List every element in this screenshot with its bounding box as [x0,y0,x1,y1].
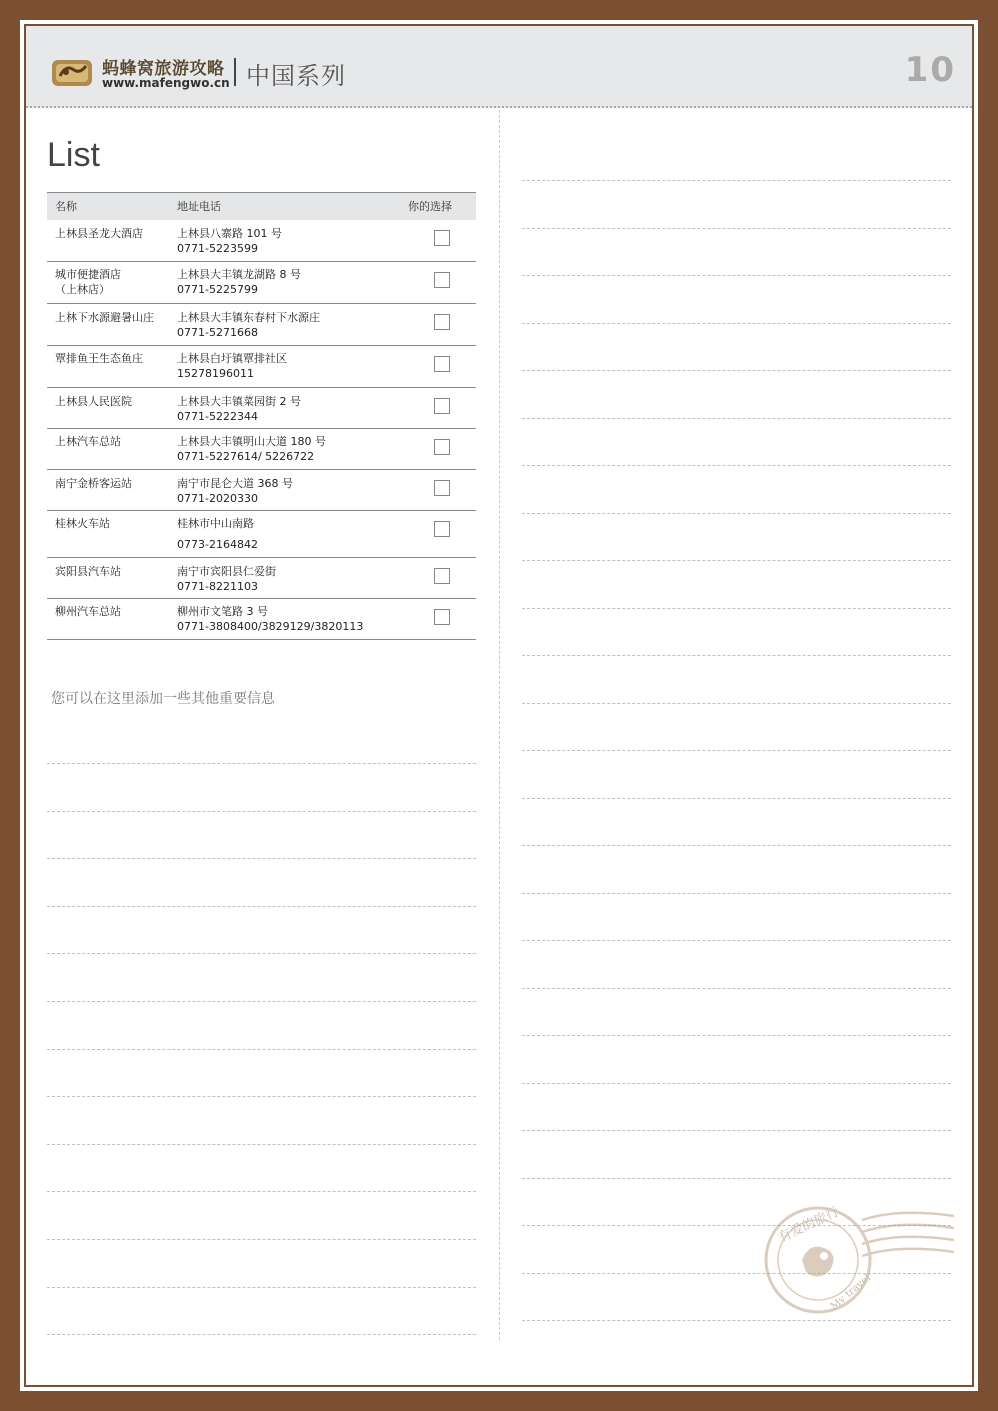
row-name [47,558,177,599]
note-line [522,180,951,181]
notes-prompt: 您可以在这里添加一些其他重要信息 [51,691,275,707]
note-line [522,988,951,989]
choice-checkbox[interactable] [434,609,450,625]
row-address: 柳州市文笔路 3 号 [177,605,268,618]
column-header-choice: 你的选择 [408,193,476,220]
choice-checkbox[interactable] [434,568,450,584]
row-choice [408,304,476,346]
table-row [47,346,476,388]
row-phone: 0771-5271668 [177,326,258,339]
row-choice [408,429,476,470]
choice-checkbox[interactable] [434,230,450,246]
page-header [26,26,972,108]
row-name-line: 宾阳县汽车站 [55,565,121,578]
note-line [522,798,951,799]
row-address-phone [177,470,408,511]
row-name [47,304,177,346]
guide-page [20,20,978,1391]
list-title: List [47,136,100,174]
row-address-phone [177,346,408,388]
row-name [47,220,177,262]
column-header-address: 地址电话 [177,193,408,220]
row-address: 南宁市昆仑大道 368 号 [177,477,293,490]
note-line [47,906,476,907]
row-name-line: 覃排鱼王生态鱼庄 [55,352,143,365]
row-address: 上林县大丰镇菜园街 2 号 [177,395,301,408]
row-address-phone [177,599,408,640]
brand-url[interactable]: www.mafengwo.cn [102,76,230,90]
row-address: 上林县八寨路 101 号 [177,226,282,240]
table-row [47,262,476,304]
row-choice [408,262,476,304]
row-phone: 0771-3808400/3829129/3820113 [177,620,364,633]
table-row [47,558,476,599]
row-choice [408,346,476,388]
note-line [47,1049,476,1050]
row-address: 上林县大丰镇东春村下水源庄 [177,311,320,324]
table-row [47,304,476,346]
row-choice [408,599,476,640]
row-name-line: 上林汽车总站 [55,435,121,448]
row-name-line: 城市便捷酒店 [55,268,121,281]
contacts-table [47,192,476,640]
choice-checkbox[interactable] [434,272,450,288]
row-name-line: 上林县人民医院 [55,395,132,408]
note-line [522,1130,951,1131]
note-line [47,1239,476,1240]
note-line [522,418,951,419]
note-line [47,858,476,859]
note-line [47,1287,476,1288]
row-address-phone [177,558,408,599]
note-line [522,1035,951,1036]
row-phone: 0771-8221103 [177,580,258,593]
table-row [47,470,476,511]
note-line [522,323,951,324]
column-divider [499,110,500,1340]
row-choice [408,388,476,429]
note-line [522,608,951,609]
row-choice [408,470,476,511]
choice-checkbox[interactable] [434,398,450,414]
column-header-name: 名称 [47,193,177,220]
row-phone: 15278196011 [177,367,254,380]
note-line [47,1191,476,1192]
choice-checkbox[interactable] [434,480,450,496]
row-address-phone [177,511,408,558]
row-name [47,470,177,511]
table-row [47,511,476,558]
row-address-phone [177,388,408,429]
note-line [522,560,951,561]
stamp-text-en: My travel [828,1272,873,1313]
row-phone: 0771-5225799 [177,283,258,296]
contacts-table-body [47,220,476,640]
row-name [47,346,177,388]
row-name-line: 上林下水源避暑山庄 [55,311,154,324]
row-name [47,511,177,558]
header-divider [234,58,236,86]
choice-checkbox[interactable] [434,314,450,330]
row-name-line: 柳州汽车总站 [55,605,121,618]
row-name [47,388,177,429]
mafengwo-logo-icon [50,54,96,88]
choice-checkbox[interactable] [434,439,450,455]
note-line [522,513,951,514]
choice-checkbox[interactable] [434,356,450,372]
row-address-phone [177,262,408,304]
table-row [47,599,476,640]
note-line [522,1178,951,1179]
note-line [522,703,951,704]
note-line [522,845,951,846]
row-name-line: （上林店） [55,283,110,296]
row-address: 桂林市中山南路 [177,517,254,530]
row-phone: 0771-5223599 [177,241,258,255]
table-row [47,429,476,470]
note-line [47,811,476,812]
row-address: 上林县大丰镇明山大道 180 号 [177,435,326,448]
row-phone: 0773-2164842 [177,538,258,551]
row-name-line: 桂林火车站 [55,517,110,530]
row-phone: 0771-5222344 [177,410,258,423]
row-choice [408,558,476,599]
row-address: 南宁市宾阳县仁爱街 [177,565,276,578]
row-phone: 0771-5227614/ 5226722 [177,450,315,463]
note-line [47,953,476,954]
row-name [47,262,177,304]
row-name [47,429,177,470]
note-line [522,1083,951,1084]
note-line [47,1144,476,1145]
row-name-line: 上林县圣龙大酒店 [55,226,143,240]
row-name [47,599,177,640]
note-line [522,465,951,466]
row-address: 上林县大丰镇龙湖路 8 号 [177,268,301,281]
stamp-text-cn: 有爱的旅行 [776,1204,842,1246]
note-line [522,228,951,229]
row-address-phone [177,429,408,470]
series-title: 中国系列 [246,62,346,90]
row-name-line: 南宁金桥客运站 [55,477,132,490]
note-line [522,275,951,276]
note-line [47,763,476,764]
table-row [47,388,476,429]
row-address-phone [177,220,408,262]
note-line [522,750,951,751]
note-line [522,893,951,894]
travel-postmark-stamp [758,1198,958,1318]
row-phone: 0771-2020330 [177,492,258,505]
note-line [522,655,951,656]
page-number: 10 [904,50,956,90]
row-address: 上林县白圩镇覃排社区 [177,352,287,365]
choice-checkbox[interactable] [434,521,450,537]
brand-name: 蚂蜂窝旅游攻略 [102,59,225,79]
table-row [47,220,476,262]
note-line [522,940,951,941]
row-address-phone [177,304,408,346]
note-line [522,1320,951,1321]
note-line [522,370,951,371]
note-line [47,1096,476,1097]
table-header-row [47,193,476,220]
note-line [47,1001,476,1002]
note-line [47,1334,476,1335]
row-choice [408,220,476,262]
row-choice [408,511,476,558]
